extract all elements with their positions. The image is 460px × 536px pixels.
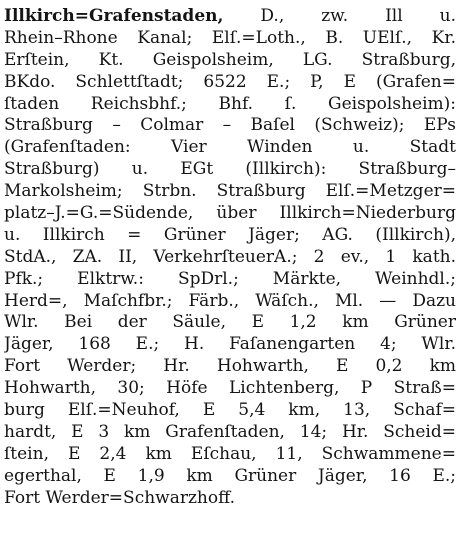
entry-line-9: Markolsheim; Strbn. Straßburg Elſ.=Metzger= bbox=[4, 181, 456, 202]
entry-line-13: Pfk.; Elktrw.: SpDrl.; Märkte, Weinhdl.; bbox=[4, 268, 456, 289]
entry-line-21: ſtein, E 2,4 km Eſchau, 11, Schwammene= bbox=[4, 443, 456, 464]
entry-line-8: Straßburg) u. EGt (Illkirch): Straßburg– bbox=[4, 159, 456, 180]
entry-line-18: Hohwarth, 30; Höfe Lichtenberg, P Straß= bbox=[4, 378, 456, 399]
entry-line-7: (Grafenſtaden: Vier Winden u. Stadt bbox=[4, 137, 456, 158]
gazetteer-entry bbox=[4, 6, 456, 509]
entry-line-1-text: D., zw. Ill u. bbox=[223, 6, 456, 26]
entry-line-2: Rhein–Rhone Kanal; Elſ.=Loth., B. UElſ., Kr. bbox=[4, 27, 456, 48]
entry-line-19: burg Elſ.=Neuhof, E 5,4 km, 13, Schaf= bbox=[4, 400, 456, 421]
entry-line-11: u. Illkirch = Grüner Jäger; AG. (Illkirch), bbox=[4, 224, 456, 245]
entry-line-10: platz–J.=G.=Südende, über Illkirch=Niederburg bbox=[4, 203, 456, 224]
entry-line-1 bbox=[4, 6, 456, 28]
entry-line-22: egerthal, E 1,9 km Grüner Jäger, 16 E.; bbox=[4, 465, 456, 486]
entry-line-15: Wlr. Bei der Säule, E 1,2 km Grüner bbox=[4, 312, 456, 333]
entry-line-17: Fort Werder; Hr. Hohwarth, E 0,2 km bbox=[4, 356, 456, 377]
entry-line-6: Straßburg – Colmar – Baſel (Schweiz); EPs bbox=[4, 115, 456, 136]
entry-line-23: Fort Werder=Schwarzhoff. bbox=[4, 487, 235, 508]
entry-line-20: hardt, E 3 km Grafenſtaden, 14; Hr. Scheid= bbox=[4, 421, 456, 442]
entry-line-3: Erſtein, Kt. Geispolsheim, LG. Straßburg, bbox=[4, 49, 456, 70]
entry-headword: Illkirch=Grafenstaden, bbox=[4, 6, 224, 26]
entry-line-4: BKdo. Schlettſtadt; 6522 E.; P, E (Grafen= bbox=[4, 71, 456, 92]
entry-line-5: ſtaden Reichsbhf.; Bhf. ſ. Geispolsheim): bbox=[4, 93, 456, 114]
entry-line-14: Herd=, Maſchfbr.; Färb., Wäſch., Ml. — Dazu bbox=[4, 290, 456, 311]
entry-line-16: Jäger, 168 E.; H. Faſanengarten 4; Wlr. bbox=[4, 334, 456, 355]
entry-line-12: StdA., ZA. II, VerkehrſteuerA.; 2 ev., 1 kath. bbox=[4, 246, 456, 267]
